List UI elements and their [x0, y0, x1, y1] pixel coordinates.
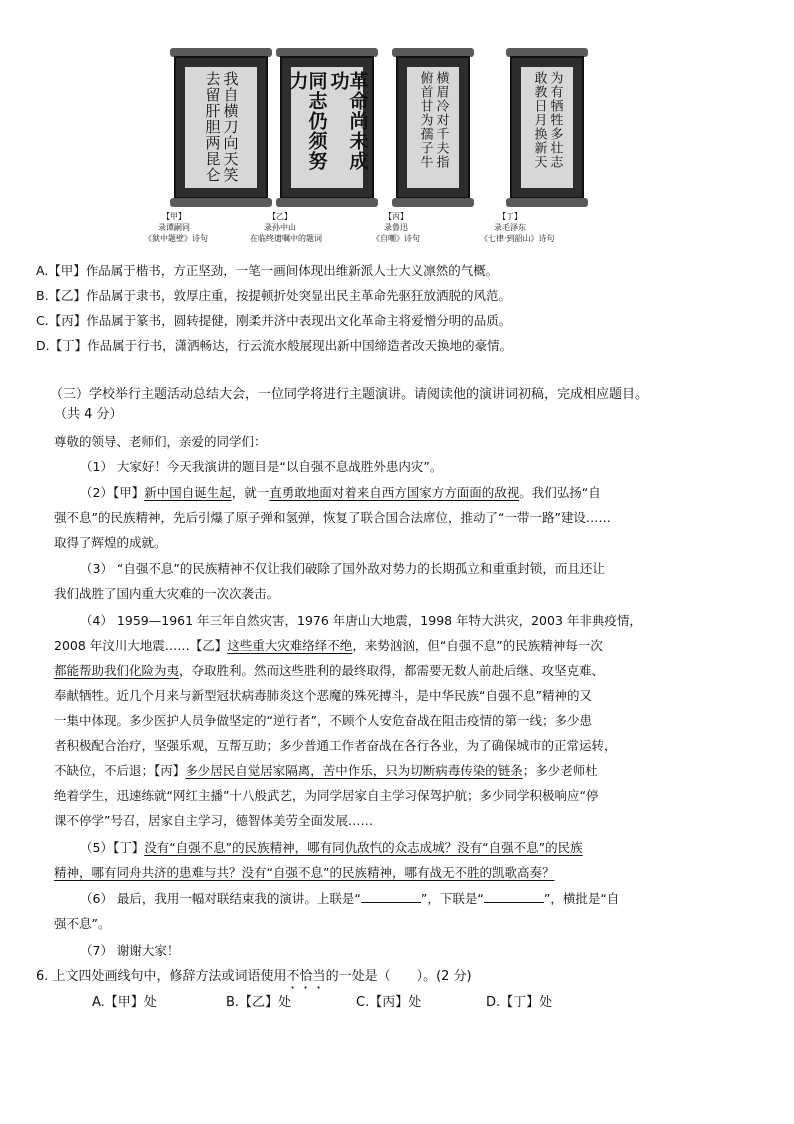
underlined-sentence-ding: 没有“自强不息”的民族精神，哪有同仇敌忾的众志成城？没有“自强不息”的民族 — [144, 840, 583, 855]
section-score: （共 4 分） — [54, 407, 123, 422]
scroll-text: 去留肝胆两昆仑 — [203, 71, 222, 183]
paragraph-2: （2）【甲】新中国自诞生起，就一直勇敢地面对着来自西方国家方方面面的敌视。我们弘扬“自 — [80, 485, 601, 500]
underlined-sentence-bing: 多少居民自觉居家隔离，苦中作乐，只为切断病毒传染的链条 — [185, 763, 523, 778]
scroll-caption: 【乙】 录孙中山 在临终遗嘱中的题词 — [250, 212, 322, 243]
scroll-rod — [170, 198, 272, 207]
scroll-caption: 【甲】 录谭嗣同 《狱中题壁》诗句 — [144, 212, 208, 243]
blank-upper-couplet — [361, 890, 421, 903]
scroll-panel — [280, 56, 374, 199]
scroll-text: 敢教日月换新天 — [531, 71, 547, 169]
paragraph-5: （5）【丁】没有“自强不息”的民族精神，哪有同仇敌忾的众志成城？没有“自强不息”的民族 — [80, 840, 583, 855]
scroll-paper — [521, 67, 573, 188]
choice-d[interactable]: D.【丁】处 — [486, 995, 553, 1010]
scroll-caption: 【丙】 录鲁迅 《自嘲》诗句 — [372, 212, 420, 243]
scroll-rod — [392, 198, 474, 207]
scroll-rod — [506, 198, 588, 207]
underlined-sentence-yi: 这些重大灾难络绎不绝 — [227, 638, 353, 653]
scroll-paper — [185, 67, 257, 188]
scroll-text: 横眉冷对千夫指 — [433, 71, 449, 169]
scroll-text: 同志仍须努力 — [286, 71, 328, 171]
scroll-paper — [407, 67, 459, 188]
choice-c[interactable]: C.【丙】处 — [356, 995, 422, 1010]
scroll-panel — [174, 56, 268, 199]
scroll-paper — [286, 67, 369, 188]
choice-a[interactable]: A.【甲】处 — [92, 995, 157, 1010]
paragraph-1: （1） 大家好！今天我演讲的题目是“以自强不息战胜外患内灾”。 — [80, 459, 443, 474]
scroll-panel — [396, 56, 470, 199]
choice-b[interactable]: B.【乙】处 — [226, 995, 292, 1010]
scroll-caption: 【丁】 录毛泽东 《七律·到韶山》诗句 — [480, 212, 555, 243]
scroll-text: 我自横刀向天笑 — [221, 71, 240, 183]
scroll-text: 革命尚未成功 — [327, 71, 369, 171]
scroll-rod — [276, 198, 378, 207]
option-c: C.【丙】作品属于篆书，圆转提健，刚柔并济中表现出文化革命主将爱憎分明的品质。 — [36, 313, 512, 328]
paragraph-6: （6） 最后，我用一幅对联结束我的演讲。上联是“ ”，下联是“ ”，横批是“自 — [80, 891, 620, 906]
underlined-sentence-jia: 新中国自诞生起 — [144, 485, 232, 500]
calligraphy-scrolls — [144, 48, 600, 250]
paragraph-4: （4） 1959—1961 年三年自然灾害，1976 年唐山大地震，1998 年特大洪灾，2003 年非典疫情， — [80, 613, 642, 628]
option-d: D.【丁】作品属于行书，潇洒畅达，行云流水般展现出新中国缔造者改天换地的豪情。 — [36, 338, 513, 353]
paragraph-7: （7） 谢谢大家！ — [80, 943, 180, 958]
blank-lower-couplet — [484, 890, 544, 903]
scroll-text: 俯首甘为孺子牛 — [417, 71, 433, 169]
scroll-panel — [510, 56, 584, 199]
option-b: B.【乙】作品属于隶书，敦厚庄重，按提顿折处突显出民主革命先驱狂放洒脱的风范。 — [36, 288, 512, 303]
question-6-stem: 6. 上文四处画线句中，修辞方法或词语使用不恰当的一处是（ ）。(2 分) — [36, 969, 472, 984]
section-heading: （三）学校举行主题活动总结大会，一位同学将进行主题演讲。请阅读他的演讲词初稿，完成相应题目。 — [50, 387, 649, 402]
scroll-text: 为有牺牲多壮志 — [547, 71, 563, 169]
greeting: 尊敬的领导、老师们，亲爱的同学们： — [54, 434, 267, 449]
option-a: A.【甲】作品属于楷书，方正坚劲，一笔一画间体现出维新派人士大义凛然的气概。 — [36, 263, 499, 278]
paragraph-3: （3） “自强不息”的民族精神不仅让我们破除了国外敌对势力的长期孤立和重重封锁，而且还让 — [80, 561, 605, 576]
